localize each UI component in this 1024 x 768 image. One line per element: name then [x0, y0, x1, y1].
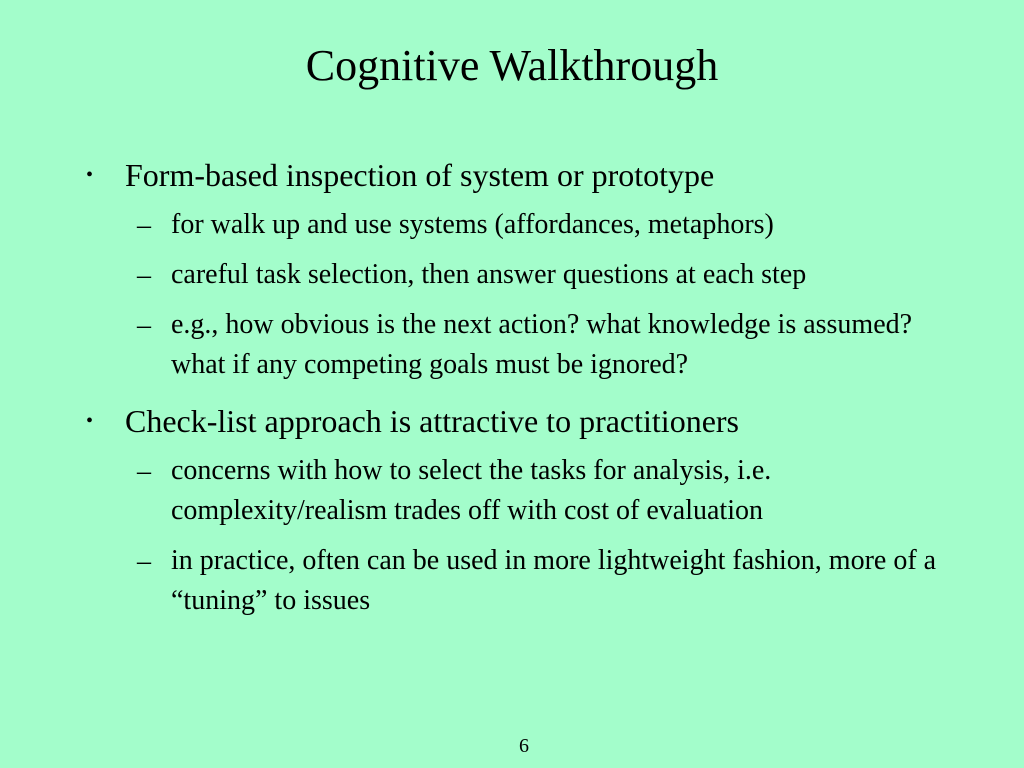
bullet-marker: •: [86, 164, 94, 186]
sub-bullet-text: in practice, often can be used in more lightweight fashion, more of a “tuning” to issues: [171, 545, 937, 616]
sub-bullet-marker: –: [137, 546, 151, 577]
sub-bullet-text: careful task selection, then answer questions at each step: [171, 259, 807, 290]
slide-title: Cognitive Walkthrough: [305, 41, 719, 90]
bullet-marker: •: [86, 410, 94, 432]
bullet-text: Check-list approach is attractive to practitioners: [125, 403, 739, 439]
sub-bullet-text: concerns with how to select the tasks for analysis, i.e. complexity/realism trades off with cost of evaluation: [171, 455, 772, 526]
sub-bullet-marker: –: [137, 260, 151, 291]
bullet-text: Form-based inspection of system or prototype: [125, 157, 715, 193]
sub-bullet-marker: –: [137, 310, 151, 341]
sub-bullet-marker: –: [137, 456, 151, 487]
page-number: 6: [519, 735, 529, 757]
sub-bullet-text: e.g., how obvious is the next action? what knowledge is assumed? what if any competing goals must be ignored?: [171, 309, 913, 380]
sub-bullet-text: for walk up and use systems (affordances, metaphors): [171, 209, 774, 240]
sub-bullet-marker: –: [137, 210, 151, 241]
